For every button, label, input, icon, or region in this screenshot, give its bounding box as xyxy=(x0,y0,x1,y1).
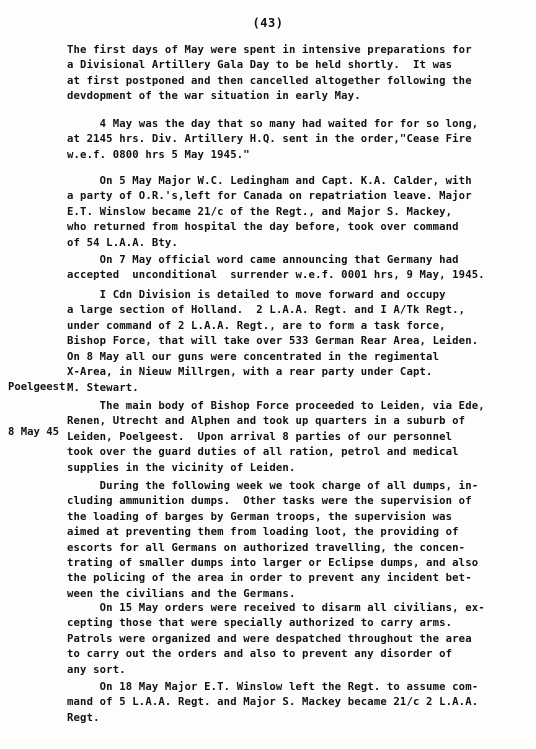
text-line: On 18 May Major E.T. Winslow left the Regt. to assume com- xyxy=(67,681,479,693)
paragraph-repatriation-leave xyxy=(67,174,522,251)
text-line: who returned from hospital the day before, took over command xyxy=(67,221,459,234)
text-line: Renen, Utrecht and Alphen and took up quarters in a suburb of xyxy=(67,415,466,428)
text-line: w.e.f. 0800 hrs 5 May 1945." xyxy=(67,148,250,161)
text-line: mand of 5 L.A.A. Regt. and Major S. Mackey became 21/c 2 L.A.A. xyxy=(67,696,479,709)
text-line: took over the guard duties of all ration, petrol and medical xyxy=(67,446,459,459)
text-line: under command of 2 L.A.A. Regt., are to form a task force, xyxy=(67,319,446,332)
text-line: the loading of barges by German troops, the supervision was xyxy=(67,510,453,523)
text-line: supplies in the vicinity of Leiden. xyxy=(67,461,296,474)
paragraph-bishop-force xyxy=(67,288,522,350)
text-line: cluding ammunition dumps. Other tasks were the supervision of xyxy=(67,495,472,508)
text-line: trating of smaller dumps into larger or Eclipse dumps, and also xyxy=(67,557,479,570)
text-line: the policing of the area in order to prevent any incident bet- xyxy=(67,572,472,585)
text-line: M. Stewart. xyxy=(67,381,139,394)
text-line: aimed at preventing them from loading loot, the providing of xyxy=(67,526,459,539)
text-line: Regt. xyxy=(67,711,100,724)
text-line: a large section of Holland. 2 L.A.A. Regt. and I A/Tk Regt., xyxy=(67,304,466,317)
paragraph-dumps xyxy=(67,479,522,602)
text-line: to carry out the orders and also to prevent any disorder of xyxy=(67,648,453,661)
text-line: I Cdn Division is detailed to move forward and occupy xyxy=(67,289,446,301)
text-line: 4 May was the day that so many had waited for for so long, xyxy=(67,118,479,130)
paragraph-gala-day xyxy=(67,43,522,105)
page-number: (43) xyxy=(252,16,284,30)
paragraph-surrender xyxy=(67,253,522,284)
paragraph-disarm-civilians xyxy=(67,601,522,678)
paragraph-guns-concentrated xyxy=(67,350,522,396)
text-line: devdopment of the war situation in early May. xyxy=(67,90,361,103)
text-line: On 5 May Major W.C. Ledingham and Capt. K.A. Calder, with xyxy=(67,175,472,187)
text-line: any sort. xyxy=(67,663,126,676)
text-line: a Divisional Artillery Gala Day to be held shortly. It was xyxy=(67,59,453,72)
paragraph-main-body xyxy=(67,399,522,476)
text-line: On 15 May orders were received to disarm all civilians, ex- xyxy=(67,602,485,614)
text-line: escorts for all Germans on authorized travelling, the concen- xyxy=(67,541,466,554)
text-line: Leiden, Poelgeest. Upon arrival 8 parties of our personnel xyxy=(67,430,453,443)
text-line: X-Area, in Nieuw Millrgen, with a rear party under Capt. xyxy=(67,366,433,379)
text-line: The first days of May were spent in intensive preparations for xyxy=(67,44,472,56)
text-line: cepting those that were specially authorized to carry arms. xyxy=(67,617,453,630)
text-line: a party of O.R.'s,left for Canada on repatriation leave. Major xyxy=(67,190,472,203)
text-line: at first postponed and then cancelled altogether following the xyxy=(67,74,472,87)
text-line: Patrols were organized and were despatched throughout the area xyxy=(67,632,472,645)
text-line: The main body of Bishop Force proceeded to Leiden, via Ede, xyxy=(67,400,485,412)
paragraph-winslow-leaves xyxy=(67,680,522,726)
margin-note-line: Poelgeest. xyxy=(8,381,72,393)
text-line: On 8 May all our guns were concentrated in the regimental xyxy=(67,351,440,363)
text-line: Bishop Force, that will take over 533 German Rear Area, Leiden. xyxy=(67,335,479,348)
text-line: ween the civilians and the Germans. xyxy=(67,587,296,600)
text-line: at 2145 hrs. Div. Artillery H.Q. sent in the order,"Cease Fire xyxy=(67,133,472,146)
paragraph-cease-fire xyxy=(67,117,522,163)
text-line: of 54 L.A.A. Bty. xyxy=(67,236,178,249)
margin-note-line: 8 May 45 xyxy=(8,426,60,438)
text-line: During the following week we took charge of all dumps, in- xyxy=(67,480,479,492)
text-line: On 7 May official word came announcing that Germany had xyxy=(67,254,459,266)
text-line: accepted unconditional surrender w.e.f. 0001 hrs, 9 May, 1945. xyxy=(67,269,485,282)
text-line: E.T. Winslow became 21/c of the Regt., and Major S. Mackey, xyxy=(67,205,453,218)
margin-note-location-date xyxy=(8,350,72,470)
